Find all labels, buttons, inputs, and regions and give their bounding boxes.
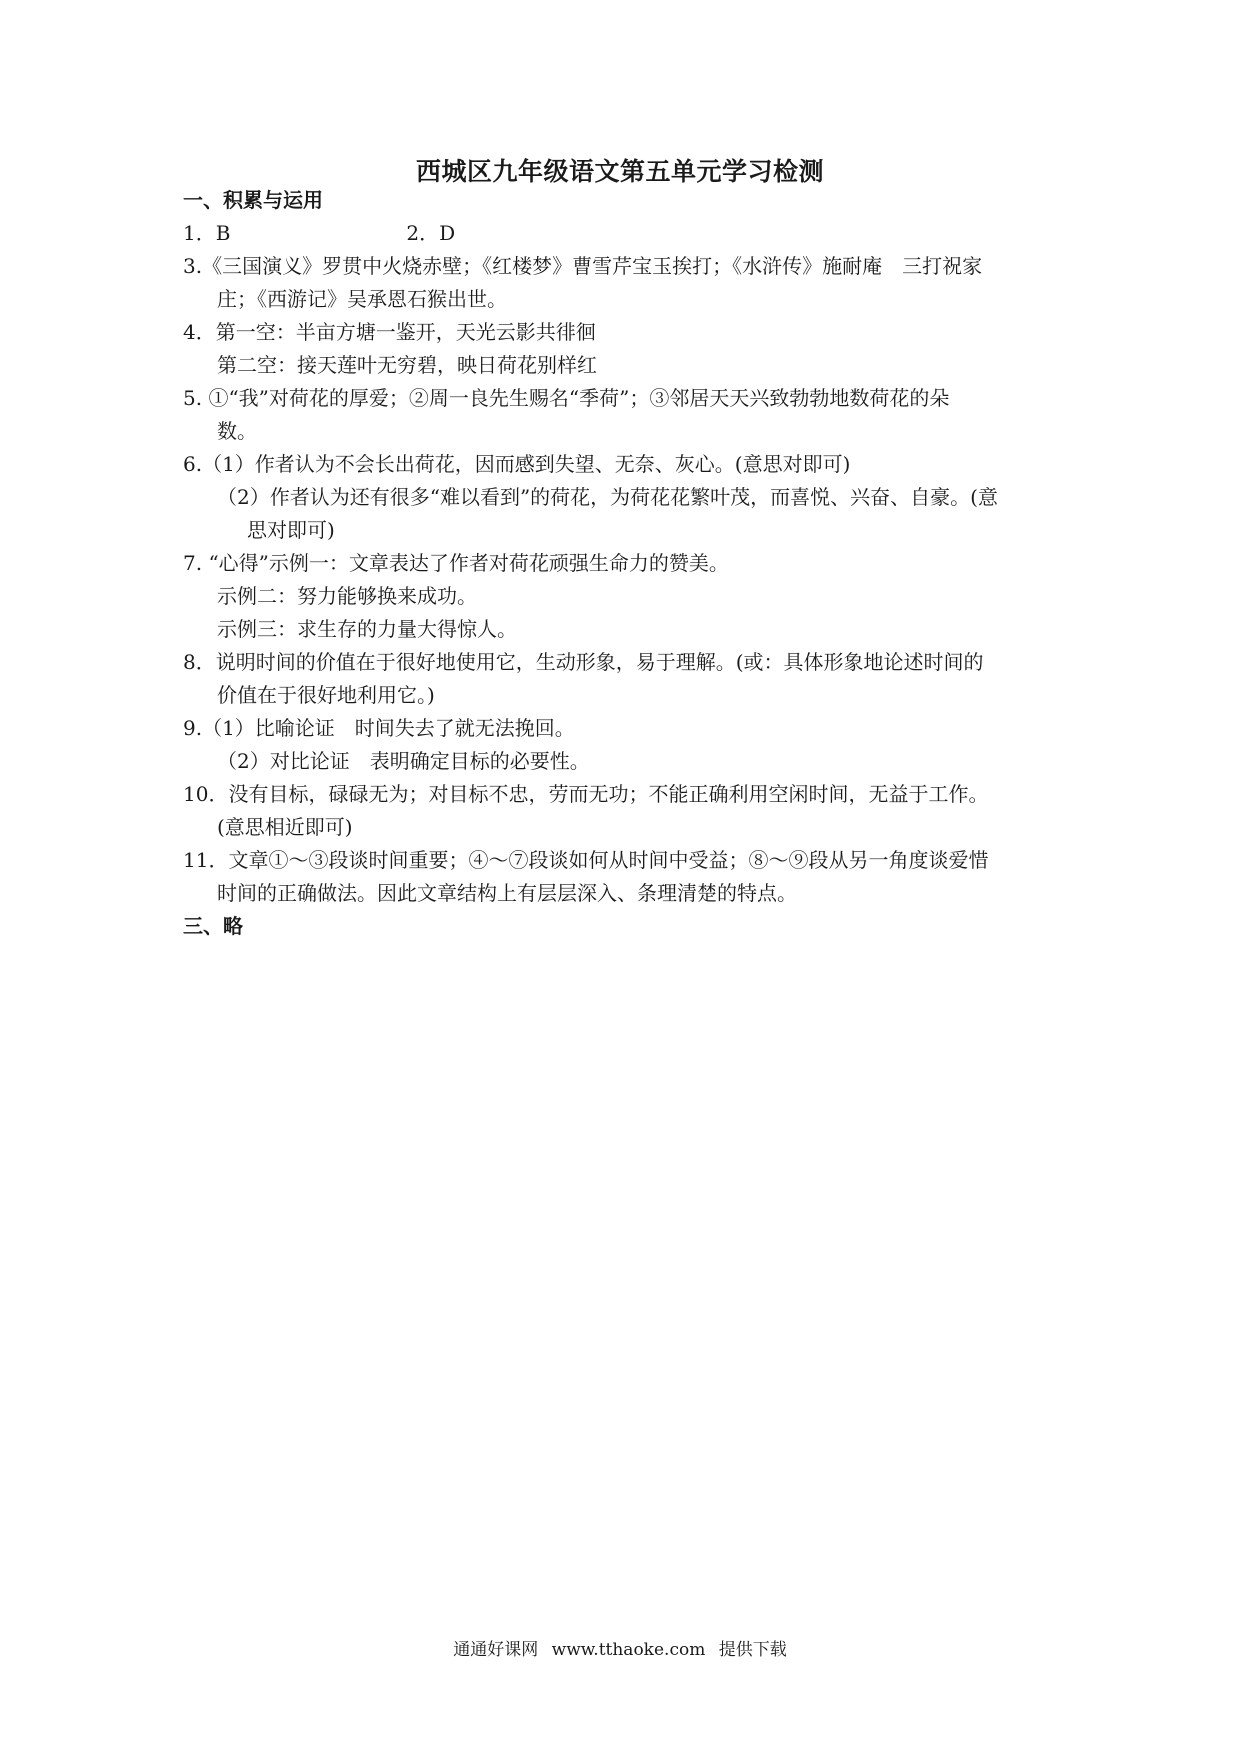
answer-3-line-1: 3.《三国演义》罗贯中火烧赤壁；《红楼梦》曹雪芹宝玉挨打；《水浒传》施耐庵 三打祝家 (183, 254, 983, 278)
answer-8-line-1: 8．说明时间的价值在于很好地使用它，生动形象，易于理解。(或：具体形象地论述时间的 (183, 650, 984, 674)
section-heading: 一、积累与运用 (183, 188, 323, 212)
answer-row-1-2 (183, 217, 1063, 250)
answer-11-line-2: 时间的正确做法。因此文章结构上有层层深入、条理清楚的特点。 (217, 881, 797, 905)
page-footer (0, 1635, 1240, 1660)
answer-6-line-3: 思对即可) (247, 518, 335, 542)
answer-10-line-2: (意思相近即可) (217, 815, 353, 839)
answer-7-line-3: 示例三：求生存的力量大得惊人。 (217, 617, 517, 641)
answer-1: 1．B (183, 221, 231, 245)
answer-content (183, 184, 1063, 943)
answer-2: 2．D (406, 221, 456, 245)
answer-3-line-2: 庄；《西游记》吴承恩石猴出世。 (217, 287, 507, 311)
answer-7-line-1: 7. “心得”示例一：文章表达了作者对荷花顽强生命力的赞美。 (183, 551, 729, 575)
answer-11-line-1: 11．文章①～③段谈时间重要；④～⑦段谈如何从时间中受益；⑧～⑨段从另一角度谈爱惜 (183, 848, 989, 872)
answer-9-line-2: （2）对比论证 表明确定目标的必要性。 (217, 749, 590, 773)
answer-6-line-1: 6.（1）作者认为不会长出荷花，因而感到失望、无奈、灰心。(意思对即可) (183, 452, 851, 476)
answer-10-line-1: 10．没有目标，碌碌无为；对目标不忠，劳而无功；不能正确利用空闲时间，无益于工作。 (183, 782, 989, 806)
footer-url: www.tthaoke.com (551, 1640, 706, 1660)
page-title: 西城区九年级语文第五单元学习检测 (415, 157, 824, 186)
answer-4-line-2: 第二空：接天莲叶无穷碧，映日荷花别样红 (217, 353, 597, 377)
answer-5-line-2: 数。 (217, 419, 257, 443)
footer-site-name: 通通好课网 (453, 1640, 539, 1660)
answer-8-line-2: 价值在于很好地利用它。) (217, 683, 435, 707)
footer-download-text: 提供下载 (718, 1640, 787, 1660)
answer-5-line-1: 5. ①“我”对荷花的厚爱；②周一良先生赐名“季荷”；③邻居天天兴致勃勃地数荷花的朵 (183, 386, 950, 410)
section-heading: 三、略 (183, 914, 243, 938)
answer-4-line-1: 4．第一空：半亩方塘一鉴开，天光云影共徘徊 (183, 320, 596, 344)
answer-9-line-1: 9.（1）比喻论证 时间失去了就无法挽回。 (183, 716, 575, 740)
answer-6-line-2: （2）作者认为还有很多“难以看到”的荷花，为荷花花繁叶茂，而喜悦、兴奋、自豪。(意 (217, 485, 998, 509)
answer-7-line-2: 示例二：努力能够换来成功。 (217, 584, 477, 608)
